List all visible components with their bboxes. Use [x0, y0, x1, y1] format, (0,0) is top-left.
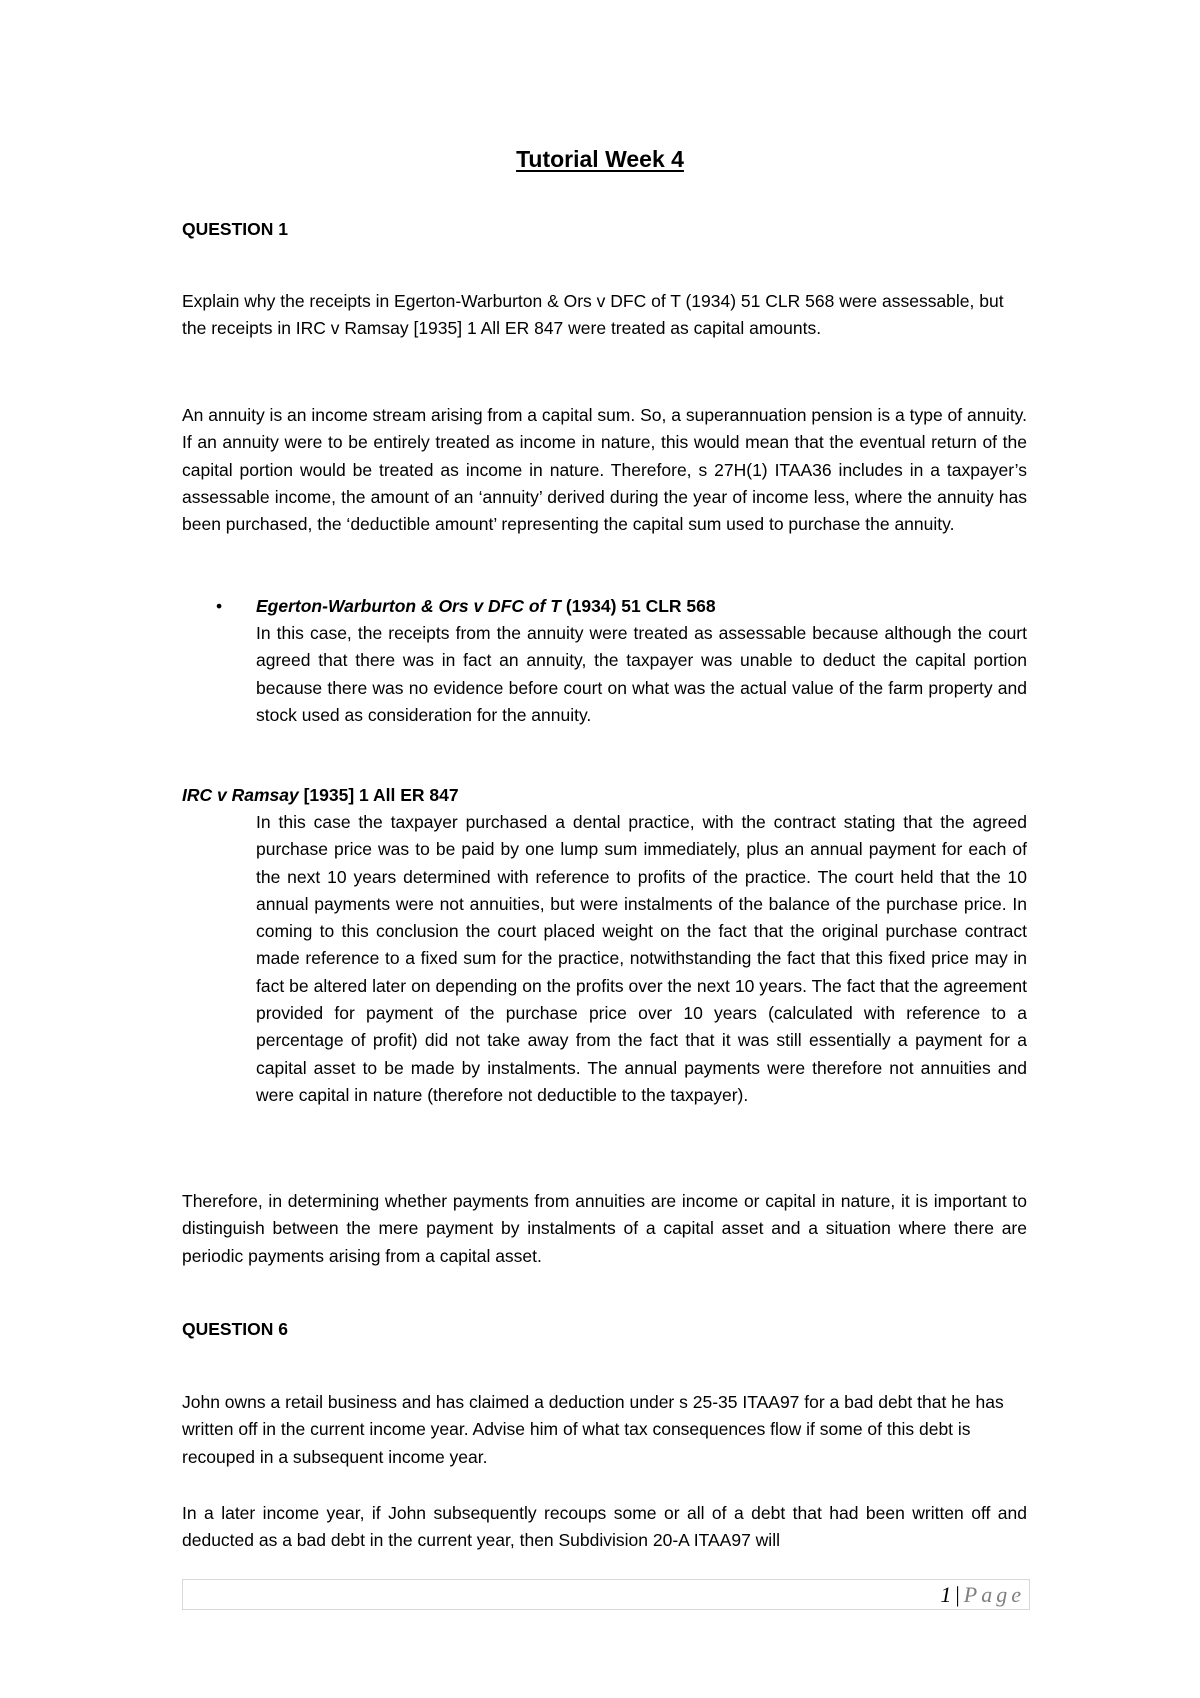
page-number: 1 — [940, 1582, 952, 1607]
question-6-heading: QUESTION 6 — [182, 1319, 288, 1339]
case-2-text: In this case the taxpayer purchased a dental practice, with the contract stating that the agreed purchase price was to be paid by one lump sum immediately, plus an annual payment for each of the next 10 years determined with reference to profits of the practice. The court held that the 10 annual payments were not annuities, but were instalments of the balance of the purchase price. In coming to this conclusion the court placed weight on the fact that the original purchase contract made reference to a fixed sum for the practice, notwithstanding the fact that this fixed price may in fact be altered later on depending on the profits over the next 10 years. The fact that the agreement provided for payment of the purchase price over 10 years (calculated with reference to a percentage of profit) did not take away from the fact that it was still essentially a payment for a capital asset to be made by instalments. The annual payments were therefore not annuities and were capital in nature (therefore not deductible to the taxpayer). — [256, 812, 1027, 1105]
question-1-text: Explain why the receipts in Egerton-Warburton & Ors v DFC of T (1934) 51 CLR 568 were assessable, but the receipts in IRC v Ramsay [1935] 1 All ER 847 were treated as capital amounts. — [182, 291, 1004, 339]
case-1-title — [256, 593, 1027, 620]
case-2-title — [182, 782, 1027, 809]
question-6-answer: In a later income year, if John subsequently recoups some or all of a debt that had been written off and deducted as a bad debt in the current year, then Subdivision 20-A ITAA97 will — [182, 1503, 1027, 1551]
question-1-intro: An annuity is an income stream arising from a capital sum. So, a superannuation pension is a type of annuity. If an annuity were to be entirely treated as income in nature, this would mean that the eventual return of the capital portion would be treated as income in nature. Therefore, s 27H(1) ITAA36 includes in a taxpayer’s assessable income, the amount of an ‘annuity’ derived during the year of income less, where the annuity has been purchased, the ‘deductible amount’ representing the capital sum used to purchase the annuity. — [182, 405, 1027, 535]
footer-separator: | — [955, 1582, 960, 1607]
question-1-heading: QUESTION 1 — [182, 219, 288, 239]
bullet-icon: • — [216, 596, 223, 616]
case-2-name: IRC v Ramsay — [182, 785, 299, 805]
case-2-citation: [1935] 1 All ER 847 — [298, 785, 459, 805]
page-word: Page — [963, 1582, 1025, 1607]
case-1-name: Egerton-Warburton & Ors v DFC of T — [256, 596, 561, 616]
question-1-conclusion: Therefore, in determining whether payments from annuities are income or capital in nature, it is important to distinguish between the mere payment by instalments of a capital asset and a situation where there are periodic payments arising from a capital asset. — [182, 1191, 1027, 1266]
case-1-citation: (1934) 51 CLR 568 — [560, 596, 716, 616]
page-title: Tutorial Week 4 — [516, 146, 684, 172]
page-footer — [182, 1579, 1030, 1610]
case-1-text: In this case, the receipts from the annuity were treated as assessable because although the court agreed that there was in fact an annuity, the taxpayer was unable to deduct the capital portion because there was no evidence before court on what was the actual value of the farm property and stock used as consideration for the annuity. — [256, 623, 1027, 725]
question-6-text: John owns a retail business and has claimed a deduction under s 25-35 ITAA97 for a bad debt that he has written off in the current income year. Advise him of what tax consequences flow if some of this debt is recouped in a subsequent income year. — [182, 1392, 1004, 1467]
page-number-label — [940, 1580, 1025, 1609]
